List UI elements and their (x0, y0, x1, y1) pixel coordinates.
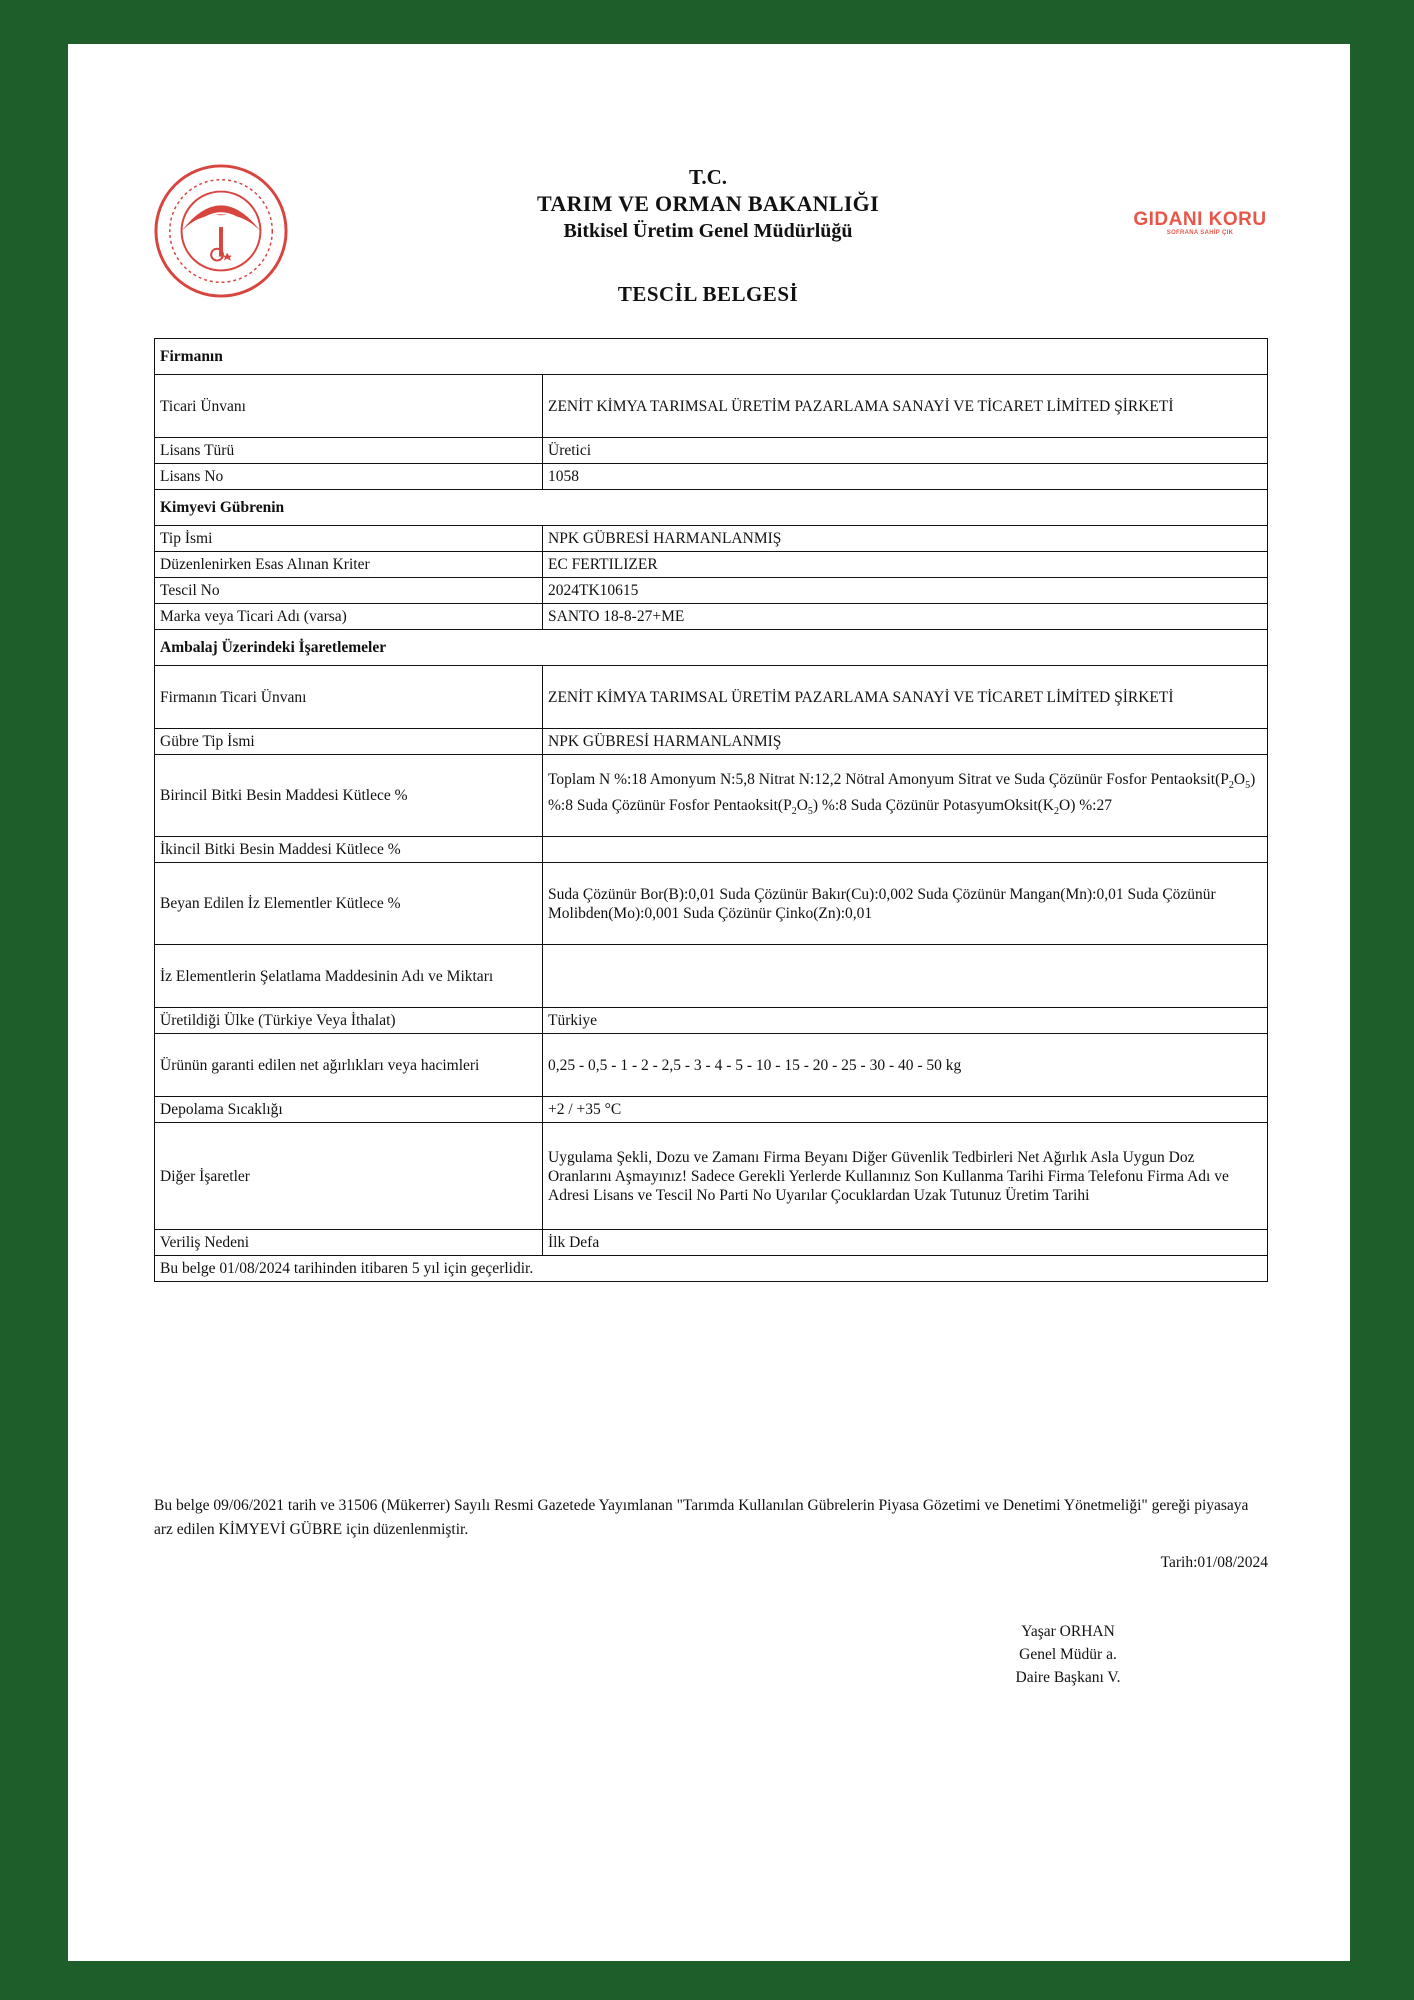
table-row (155, 438, 1268, 464)
row-value (543, 837, 1268, 863)
row-value: NPK GÜBRESİ HARMANLANMIŞ (543, 729, 1268, 755)
table-row (155, 1230, 1268, 1256)
primary-sub: 5 (1245, 780, 1251, 792)
primary-o: O (1233, 771, 1246, 789)
table-row (155, 666, 1268, 729)
table-row (155, 1123, 1268, 1230)
header-line-ministry: TARIM VE ORMAN BAKANLIĞI (537, 191, 879, 216)
table-row (155, 375, 1268, 438)
header-line-directorate: Bitkisel Üretim Genel Müdürlüğü (563, 220, 853, 242)
signatory-title: Genel Müdür a. (1019, 1646, 1117, 1663)
table-row (155, 1097, 1268, 1123)
signatory-name: Yaşar ORHAN (1021, 1623, 1115, 1640)
primary-sub: 5 (807, 805, 813, 817)
primary-text-b: ) %:8 Suda Çözünür Fosfor Pentaoksit(P (548, 771, 1256, 814)
logo-tagline-text: SOFRANA SAHİP ÇIK (1166, 230, 1234, 236)
table-row (155, 1034, 1268, 1097)
row-label: Ticari Ünvanı (155, 375, 543, 438)
table-row (155, 945, 1268, 1008)
regulation-note: Bu belge 09/06/2021 tarih ve 31506 (Mükerrer) Sayılı Resmi Gazetede Yayımlanan "Tarımda Kullanılan Gübrelerin Piyasa Gözetimi ve Denetimi Yönetmeliği" gereği piyasaya arz edilen KİMYEVİ GÜBRE için düzenlenmiştir. (154, 1497, 1249, 1538)
row-value-primary (543, 755, 1268, 837)
row-value: 0,25 - 0,5 - 1 - 2 - 2,5 - 3 - 4 - 5 - 10 - 15 - 20 - 25 - 30 - 40 - 50 kg (543, 1034, 1268, 1097)
primary-o: O (796, 796, 808, 814)
primary-text-c: ) %:8 Suda Çözünür PotasyumOksit(K (812, 796, 1054, 814)
row-value: 2024TK10615 (543, 578, 1268, 604)
primary-sub: 2 (1054, 805, 1059, 817)
row-value: İlk Defa (543, 1230, 1268, 1256)
table-row (155, 755, 1268, 837)
row-value: EC FERTILIZER (543, 552, 1268, 578)
certificate-page (68, 44, 1350, 1961)
row-value: ZENİT KİMYA TARIMSAL ÜRETİM PAZARLAMA SANAYİ VE TİCARET LİMİTED ŞİRKETİ (543, 375, 1268, 438)
row-label: Düzenlenirken Esas Alınan Kriter (155, 552, 543, 578)
row-label: Ürünün garanti edilen net ağırlıkları veya hacimleri (155, 1034, 543, 1097)
validity-text: Bu belge 01/08/2024 tarihinden itibaren 5 yıl için geçerlidir. (155, 1256, 1268, 1282)
row-label: Diğer İşaretler (155, 1123, 543, 1230)
ministry-seal-logo (152, 162, 290, 300)
signatory-block (968, 1620, 1168, 1689)
signatory-title: Daire Başkanı V. (1015, 1669, 1121, 1686)
table-row (155, 578, 1268, 604)
row-value: Üretici (543, 438, 1268, 464)
table-row (155, 604, 1268, 630)
primary-text-d: ) %:27 (1070, 796, 1112, 814)
section-title-firm: Firmanın (155, 339, 1268, 375)
row-label: İz Elementlerin Şelatlama Maddesinin Adı ve Miktarı (155, 945, 543, 1008)
primary-sub: 2 (791, 805, 797, 817)
primary-sub: 2 (1228, 780, 1234, 792)
row-label: Beyan Edilen İz Elementler Kütlece % (155, 863, 543, 945)
section-row-firm (155, 339, 1268, 375)
section-row-packaging (155, 630, 1268, 666)
table-row (155, 863, 1268, 945)
validity-row (155, 1256, 1268, 1282)
table-row (155, 729, 1268, 755)
row-value: ZENİT KİMYA TARIMSAL ÜRETİM PAZARLAMA SANAYİ VE TİCARET LİMİTED ŞİRKETİ (543, 666, 1268, 729)
table-row (155, 837, 1268, 863)
row-value: SANTO 18-8-27+ME (543, 604, 1268, 630)
primary-o: O (1059, 796, 1071, 814)
table-row (155, 464, 1268, 490)
table-row (155, 552, 1268, 578)
issue-date: Tarih:01/08/2024 (1160, 1554, 1268, 1571)
row-value (543, 945, 1268, 1008)
section-title-fertilizer: Kimyevi Gübrenin (155, 490, 1268, 526)
row-label: Lisans Türü (155, 438, 543, 464)
header-line-tc: T.C. (688, 165, 728, 189)
row-value: 1058 (543, 464, 1268, 490)
primary-text-a: Toplam N %:18 Amonyum N:5,8 Nitrat N:12,2 Nötral Amonyum Sitrat ve Suda Çözünür Fosfor Pentaoksit(P (548, 771, 1229, 789)
row-label: Gübre Tip İsmi (155, 729, 543, 755)
gidani-koru-logo (1130, 210, 1270, 250)
row-label: Tescil No (155, 578, 543, 604)
row-label: Marka veya Ticari Adı (varsa) (155, 604, 543, 630)
row-label: Depolama Sıcaklığı (155, 1097, 543, 1123)
row-label: Tip İsmi (155, 526, 543, 552)
row-label: Üretildiği Ülke (Türkiye Veya İthalat) (155, 1008, 543, 1034)
row-value: NPK GÜBRESİ HARMANLANMIŞ (543, 526, 1268, 552)
registration-table (154, 338, 1268, 1282)
row-value: +2 / +35 °C (543, 1097, 1268, 1123)
document-title: TESCİL BELGESİ (617, 282, 799, 306)
row-label: İkincil Bitki Besin Maddesi Kütlece % (155, 837, 543, 863)
document-header (408, 164, 1008, 244)
table-row (155, 526, 1268, 552)
row-value: Türkiye (543, 1008, 1268, 1034)
row-value: Uygulama Şekli, Dozu ve Zamanı Firma Beyanı Diğer Güvenlik Tedbirleri Net Ağırlık Asla Uygun Doz Oranlarını Aşmayınız! Sadece Gerekli Yerlerde Kullanınız Son Kullanma Tarihi Firma Telefonu Firma Adı ve Adresi Lisans ve Tescil No Parti No Uyarılar Çocuklardan Uzak Tutunuz Üretim Tarihi (543, 1123, 1268, 1230)
section-row-fertilizer (155, 490, 1268, 526)
logo-brand-text: GIDANI KORU (1133, 209, 1267, 230)
row-label: Firmanın Ticari Ünvanı (155, 666, 543, 729)
section-title-packaging: Ambalaj Üzerindeki İşaretlemeler (155, 630, 1268, 666)
row-label: Veriliş Nedeni (155, 1230, 543, 1256)
row-label: Birincil Bitki Besin Maddesi Kütlece % (155, 755, 543, 837)
row-value: Suda Çözünür Bor(B):0,01 Suda Çözünür Bakır(Cu):0,002 Suda Çözünür Mangan(Mn):0,01 Suda Çözünür Molibden(Mo):0,001 Suda Çözünür Çinko(Zn):0,01 (543, 863, 1268, 945)
table-row (155, 1008, 1268, 1034)
row-label: Lisans No (155, 464, 543, 490)
